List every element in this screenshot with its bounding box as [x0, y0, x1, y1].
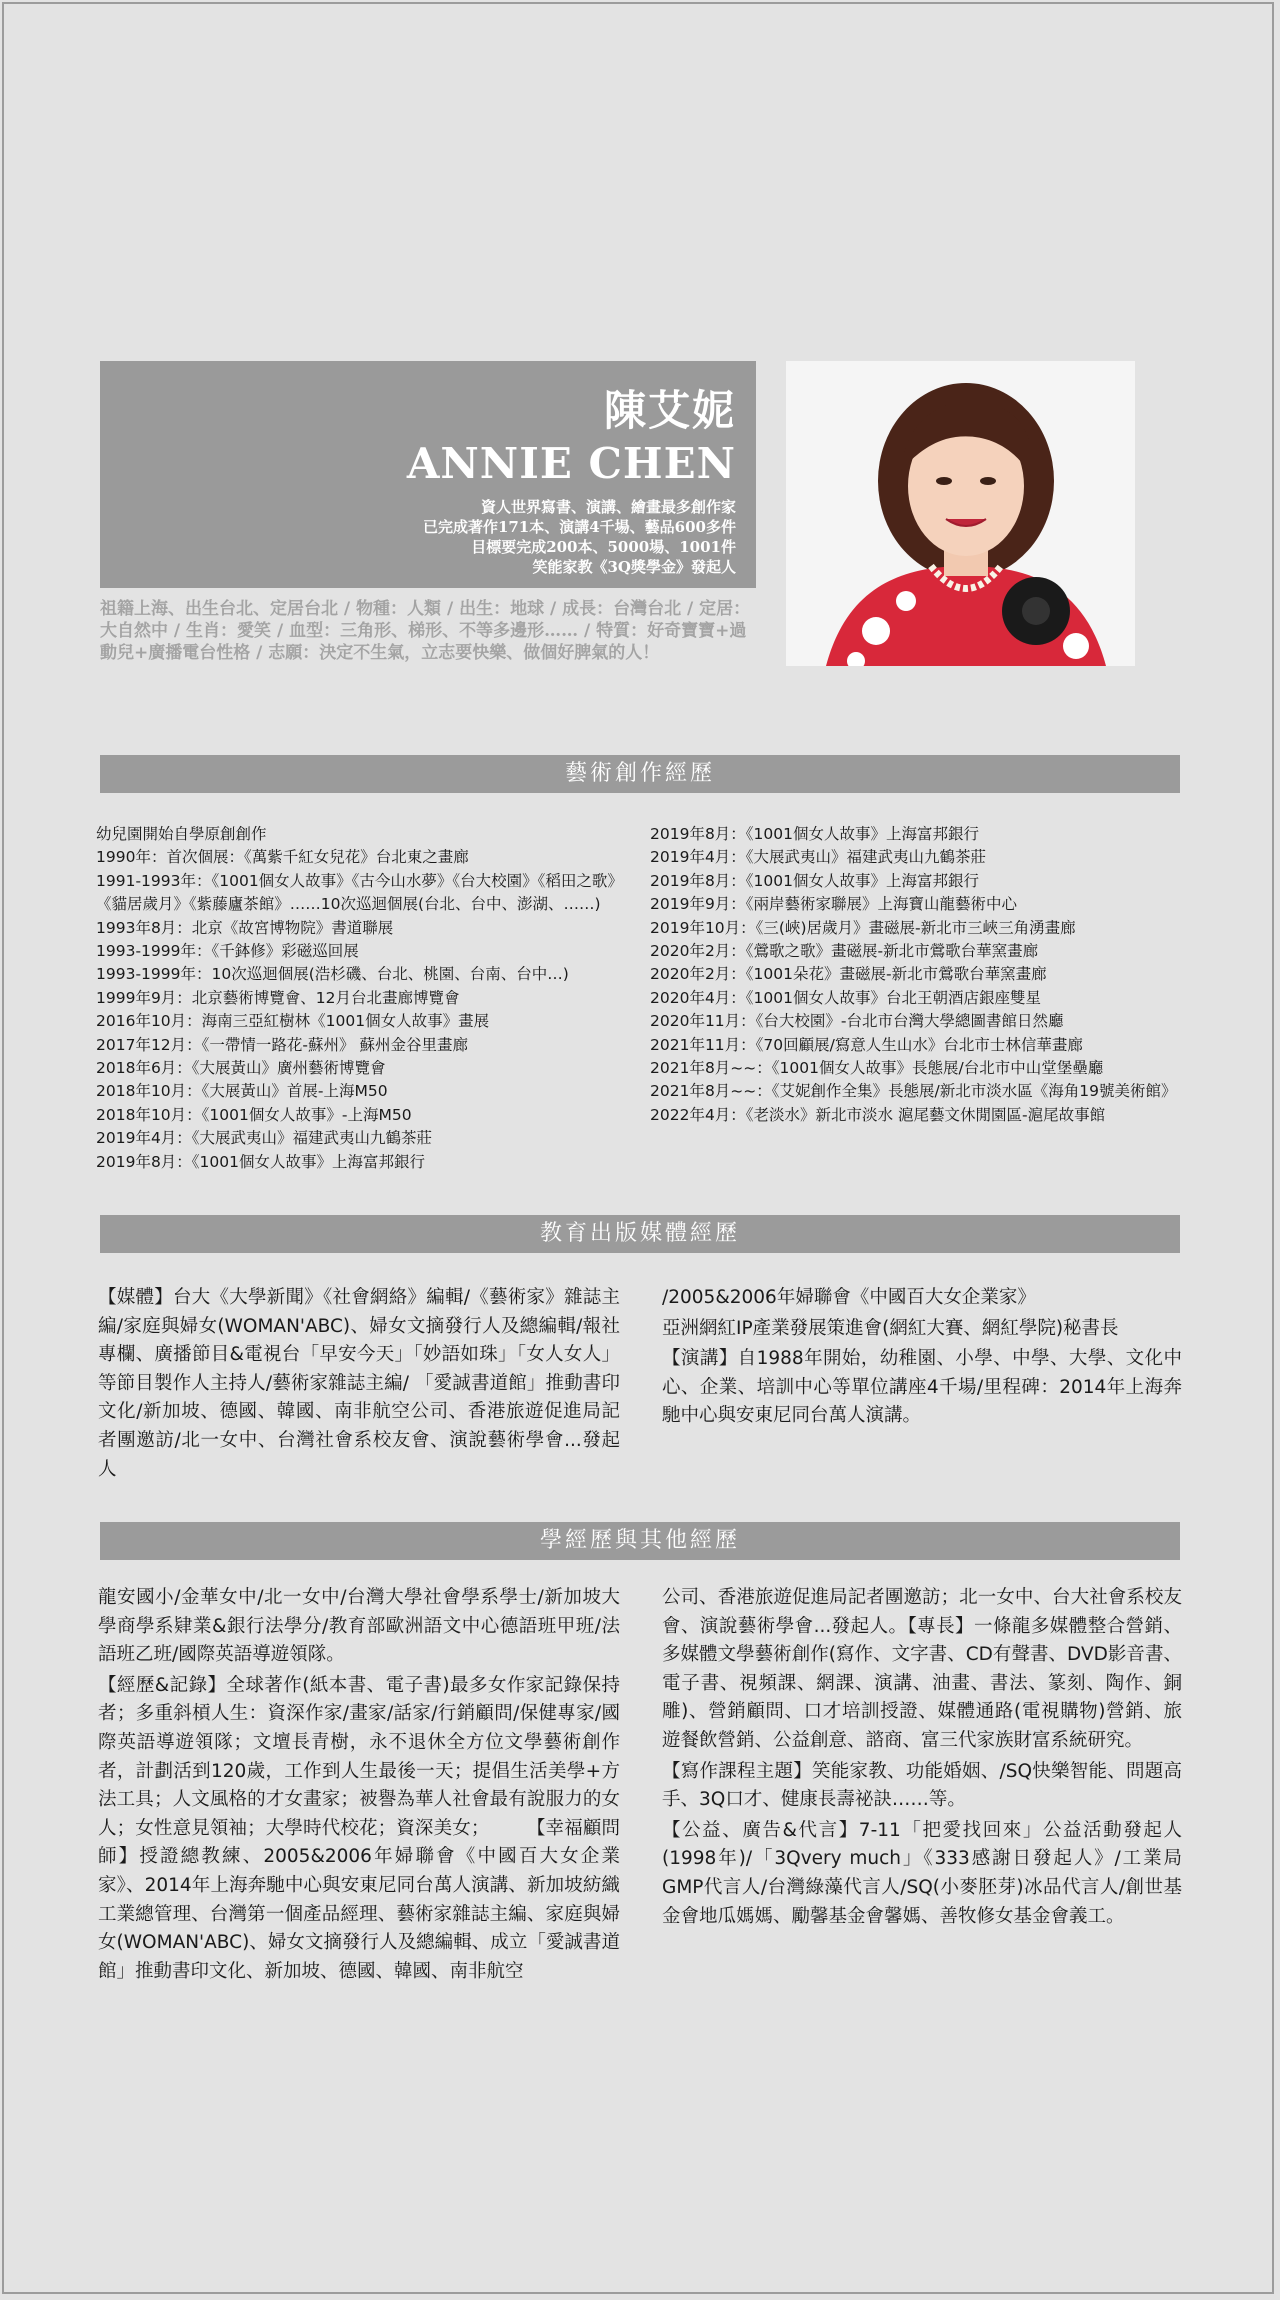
list-item: 幼兒園開始自學原創創作 [96, 825, 267, 843]
list-item: 2016年10月：海南三亞紅樹林《1001個女人故事》畫展 [96, 1012, 490, 1031]
list-item: 1990年：首次個展：《萬紫千紅女兒花》台北東之畫廊 [96, 848, 469, 867]
list-item: 2019年10月：《三(峽)居歲月》畫磁展-新北市三峽三角湧畫廊 [650, 918, 1076, 937]
name-english: ANNIE CHEN [406, 439, 736, 488]
list-item: 2020年4月：《1001個女人故事》台北王朝酒店銀座雙星 [650, 988, 1042, 1007]
paragraph: 公司、香港旅遊促進局記者團邀訪；北一女中、台大社會系校友會、演說藝術學會...發起人。【專長】一條龍多媒體整合營銷、多媒體文學藝術創作(寫作、文字書、CD有聲書、DVD影音書、電子書、視頻課、網課、演講、油畫、書法、篆刻、陶作、銅雕)、營銷顧問、口才培訓授證、媒體通路(電視購物)營銷、旅遊餐飲營銷、公益創意、諮商、富三代家族財富系統研究。 [662, 1587, 1182, 1751]
section-bar-art: 藝術創作經歷 [100, 755, 1180, 793]
section-bar-study: 學經歷與其他經歷 [100, 1522, 1180, 1560]
list-item: 2019年8月：《1001個女人故事》上海富邦銀行 [650, 825, 980, 843]
list-item: 1991-1993年：《1001個女人故事》《古今山水夢》《台大校園》《稻田之歌》《貓居歲月》《紫藤廬茶館》……10次巡迴個展(台北、台中、澎湖、……) [96, 871, 623, 914]
edu-text-right [662, 1284, 1182, 1433]
list-item: 1993-1999年：《千鉢修》彩磁巡回展 [96, 942, 359, 961]
list-item: 2020年2月：《鶯歌之歌》畫磁展-新北市鶯歌台華窯畫廊 [650, 942, 1039, 961]
list-item: 2021年8月~~：《艾妮創作全集》長態展/新北市淡水區《海角19號美術館》 [650, 1082, 1177, 1101]
portrait-photo [786, 361, 1135, 666]
list-item: 2018年10月：《1001個女人故事》-上海M50 [96, 1105, 412, 1124]
paragraph: 龍安國小/金華女中/北一女中/台灣大學社會學系學士/新加坡大學商學系肄業&銀行法學分/教育部歐洲語文中心德語班甲班/法語班乙班/國際英語導遊領隊。 [98, 1587, 620, 1666]
list-item: 2019年4月：《大展武夷山》福建武夷山九鶴茶莊 [96, 1129, 433, 1148]
list-item: 2020年11月：《台大校園》-台北市台灣大學總圖書館日然廳 [650, 1012, 1064, 1031]
art-list-right [650, 823, 1180, 1127]
list-item: 1999年9月：北京藝術博覽會、12月台北畫廊博覽會 [96, 988, 460, 1007]
portrait-illustration [786, 361, 1135, 666]
edu-text-left [98, 1284, 620, 1486]
paragraph: 【媒體】台大《大學新聞》《社會網絡》編輯/《藝術家》雜誌主編/家庭與婦女(WOMAN'ABC)、婦女文摘發行人及總編輯/報社專欄、廣播節目&電視台「早安今天」「妙語如珠」「女人女人」等節目製作人主持人/藝術家雜誌主編/ 「愛誠書道館」推動書印文化/新加坡、德國、韓國、南非航空公司、香港旅遊促進局記者團邀訪/北一女中、台灣社會系校友會、演說藝術學會...發起人 [98, 1287, 620, 1480]
paragraph: 亞洲網紅IP產業發展策進會(網紅大賽、網紅學院)秘書長 [662, 1317, 1119, 1339]
list-item: 2018年6月：《大展黃山》廣州藝術博覽會 [96, 1059, 386, 1078]
study-text-left [98, 1584, 620, 1988]
tagline: 笑能家教《3Q獎學金》發起人 [532, 558, 736, 576]
bio-text: 祖籍上海、出生台北、定居台北 / 物種：人類 / 出生：地球 / 成長：台灣台北 / 定居：大自然中 / 生肖：愛笑 / 血型：三角形、梯形、不等多邊形…… / 特質：好奇寶寶+過動兒+廣播電台性格 / 志願：決定不生氣，立志要快樂、做個好脾氣的人！ [100, 599, 751, 663]
list-item: 2017年12月：《一帶情一路花-蘇州》 蘇州金谷里畫廊 [96, 1035, 468, 1054]
taglines [100, 497, 736, 577]
study-text-right [662, 1584, 1182, 1933]
paragraph: 【公益、廣告&代言】7-11「把愛找回來」公益活動發起人(1998年)/「3Qvery much」《333感謝日發起人》/工業局GMP代言人/台灣綠藻代言人/SQ(小麥胚芽)冰品代言人/創世基金會地瓜媽媽、勵馨基金會馨媽、善牧修女基金會義工。 [662, 1819, 1182, 1927]
list-item: 2019年4月：《大展武夷山》福建武夷山九鶴茶莊 [650, 848, 987, 867]
name-banner [100, 361, 756, 588]
tagline: 資人世界寫書、演講、繪畫最多創作家 [480, 498, 736, 516]
list-item: 1993年8月：北京《故宮博物院》書道聯展 [96, 918, 394, 937]
list-item: 2019年9月：《兩岸藝術家聯展》上海寶山龍藝術中心 [650, 895, 1018, 914]
list-item: 1993-1999年：10次巡迴個展(浩杉磯、台北、桃園、台南、台中…) [96, 965, 569, 984]
list-item: 2018年10月：《大展黃山》首展-上海M50 [96, 1082, 388, 1101]
paragraph: /2005&2006年婦聯會《中國百大女企業家》 [662, 1287, 1036, 1308]
tagline: 已完成著作171本、演講4千場、藝品600多件 [422, 518, 736, 536]
list-item: 2022年4月：《老淡水》新北市淡水 滬尾藝文休閒園區-滬尾故事館 [650, 1105, 1106, 1124]
list-item: 2021年11月：《70回顧展/寫意人生山水》台北市士林信華畫廊 [650, 1035, 1083, 1054]
section-bar-edu: 教育出版媒體經歷 [100, 1215, 1180, 1253]
art-list-left [96, 823, 626, 1174]
name-chinese: 陳艾妮 [603, 386, 736, 435]
list-item: 2019年8月：《1001個女人故事》上海富邦銀行 [96, 1152, 426, 1171]
paragraph: 【演講】自1988年開始，幼稚園、小學、中學、大學、文化中心、企業、培訓中心等單位講座4千場/里程碑：2014年上海奔馳中心與安東尼同台萬人演講。 [662, 1348, 1182, 1427]
paragraph: 【寫作課程主題】笑能家教、功能婚姻、/SQ快樂智能、問題高手、3Q口才、健康長壽祕訣……等。 [662, 1760, 1182, 1811]
tagline: 目標要完成200本、5000場、1001件 [471, 538, 736, 556]
list-item: 2020年2月：《1001朵花》畫磁展-新北市鶯歌台華窯畫廊 [650, 965, 1047, 984]
list-item: 2021年8月~~：《1001個女人故事》長態展/台北市中山堂堡壘廳 [650, 1059, 1104, 1078]
paragraph: 【經歷&記錄】全球著作(紙本書、電子書)最多女作家記錄保持者；多重斜槓人生：資深作家/畫家/話家/行銷顧問/保健專家/國際英語導遊領隊；文壇長青樹，永不退休全方位文學藝術創作者，計劃活到120歲，工作到人生最後一天；提倡生活美學+方法工具；人文風格的才女畫家；被譽為華人社會最有說服力的女人；女性意見領袖；大學時代校花；資深美女； 【幸福顧問師】授證總教練、2005&2006年婦聯會《中國百大女企業家》、2014年上海奔馳中心與安東尼同台萬人演講、新加坡紡織工業總管理、台灣第一個產品經理、藝術家雜誌主編、家庭與婦女(WOMAN'ABC)、婦女文摘發行人及總編輯、成立「愛誠書道館」推動書印文化、新加坡、德國、韓國、南非航空 [98, 1674, 620, 1982]
list-item: 2019年8月：《1001個女人故事》上海富邦銀行 [650, 871, 980, 890]
